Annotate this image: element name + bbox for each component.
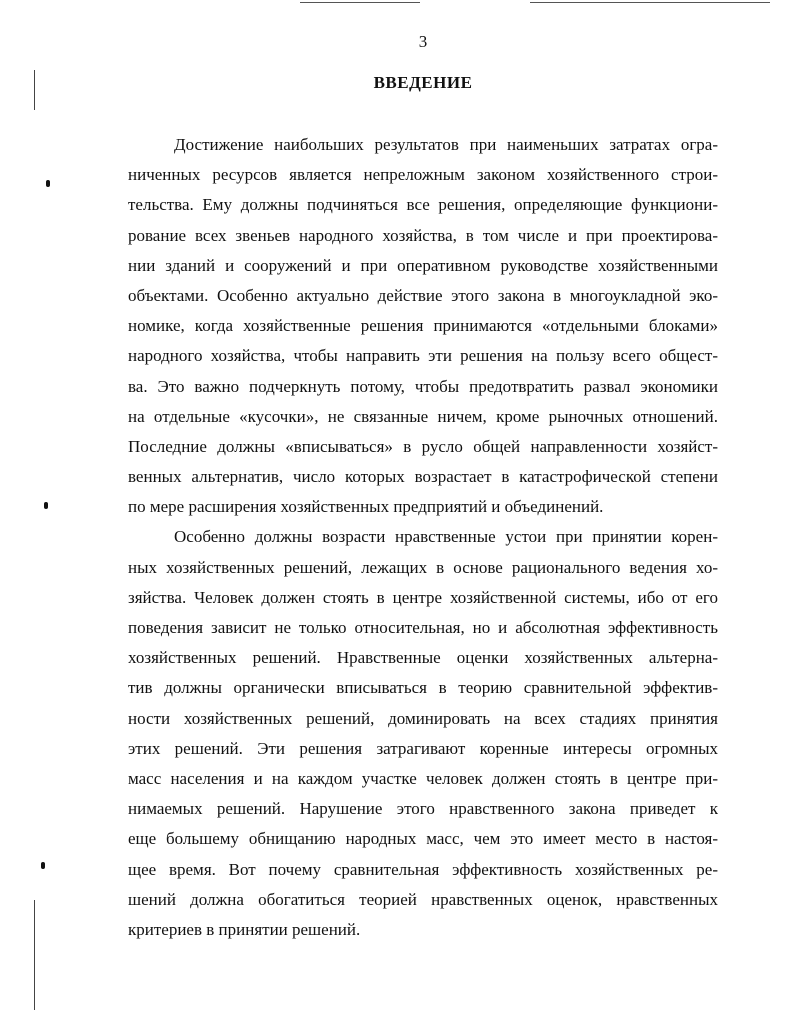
text-line: нии зданий и сооружений и при оперативном руководстве хозяйственными <box>128 255 718 275</box>
scan-edge-line <box>530 2 770 3</box>
margin-dot <box>41 862 45 869</box>
page-title: ВВЕДЕНИЕ <box>373 73 473 92</box>
text-line: тив должны органически вписываться в теорию сравнительной эффектив- <box>128 678 718 698</box>
text-line: объектами. Особенно актуально действие этого закона в многоукладной эко- <box>128 285 718 305</box>
text-line: хозяйственных решений. Нравственные оценки хозяйственных альтерна- <box>128 648 718 668</box>
text-line: Особенно должны возрасти нравственные устои при принятии корен- <box>174 527 718 547</box>
text-line: номике, когда хозяйственные решения принимаются «отдельными блоками» <box>128 316 718 336</box>
text-line: по мере расширения хозяйственных предприятий и объединений. <box>128 497 604 517</box>
text-line: Достижение наибольших результатов при наименьших затратах огра- <box>174 135 718 154</box>
margin-dot <box>44 502 48 509</box>
text-line: ва. Это важно подчеркнуть потому, чтобы предотвратить развал экономики <box>128 376 718 396</box>
margin-dot <box>46 180 50 187</box>
text-line: на отдельные «кусочки», не связанные ничем, кроме рыночных отношений. <box>128 406 718 426</box>
text-line: щее время. Вот почему сравнительная эффективность хозяйственных ре- <box>128 859 718 879</box>
text-line: тельства. Ему должны подчиняться все решения, определяющие функциони- <box>128 195 718 215</box>
paragraph <box>128 522 718 945</box>
scan-edge-line <box>300 2 420 3</box>
text-line: венных альтернатив, число которых возрастает в катастрофической степени <box>128 467 718 487</box>
text-line: зяйства. Человек должен стоять в центре хозяйственной системы, ибо от его <box>128 587 718 607</box>
paragraph <box>128 130 718 522</box>
document-body <box>128 130 718 945</box>
page-number: 3 <box>418 32 428 51</box>
text-line: еще большему обнищанию народных масс, чем это имеет место в настоя- <box>128 829 718 849</box>
text-line: Последние должны «вписываться» в русло общей направленности хозяйст- <box>128 436 718 456</box>
text-line: поведения зависит не только относительная, но и абсолютная эффективность <box>128 618 718 637</box>
text-line: ности хозяйственных решений, доминировать на всех стадиях принятия <box>128 708 718 728</box>
text-line: рование всех звеньев народного хозяйства, в том числе и при проектирова- <box>128 225 718 245</box>
text-line: ниченных ресурсов является непреложным законом хозяйственного строи- <box>128 165 718 185</box>
text-line: шений должна обогатиться теорией нравственных оценок, нравственных <box>128 889 718 909</box>
text-line: критериев в принятии решений. <box>128 919 361 939</box>
margin-scan-mark <box>34 900 35 1010</box>
text-line: масс населения и на каждом участке человек должен стоять в центре при- <box>128 768 718 788</box>
text-line: этих решений. Эти решения затрагивают коренные интересы огромных <box>128 738 718 758</box>
text-line: ных хозяйственных решений, лежащих в основе рационального ведения хо- <box>128 557 718 577</box>
text-line: нимаемых решений. Нарушение этого нравственного закона приведет к <box>128 799 718 819</box>
paragraphs <box>128 130 718 945</box>
text-line: народного хозяйства, чтобы направить эти решения на пользу всего общест- <box>128 346 718 366</box>
